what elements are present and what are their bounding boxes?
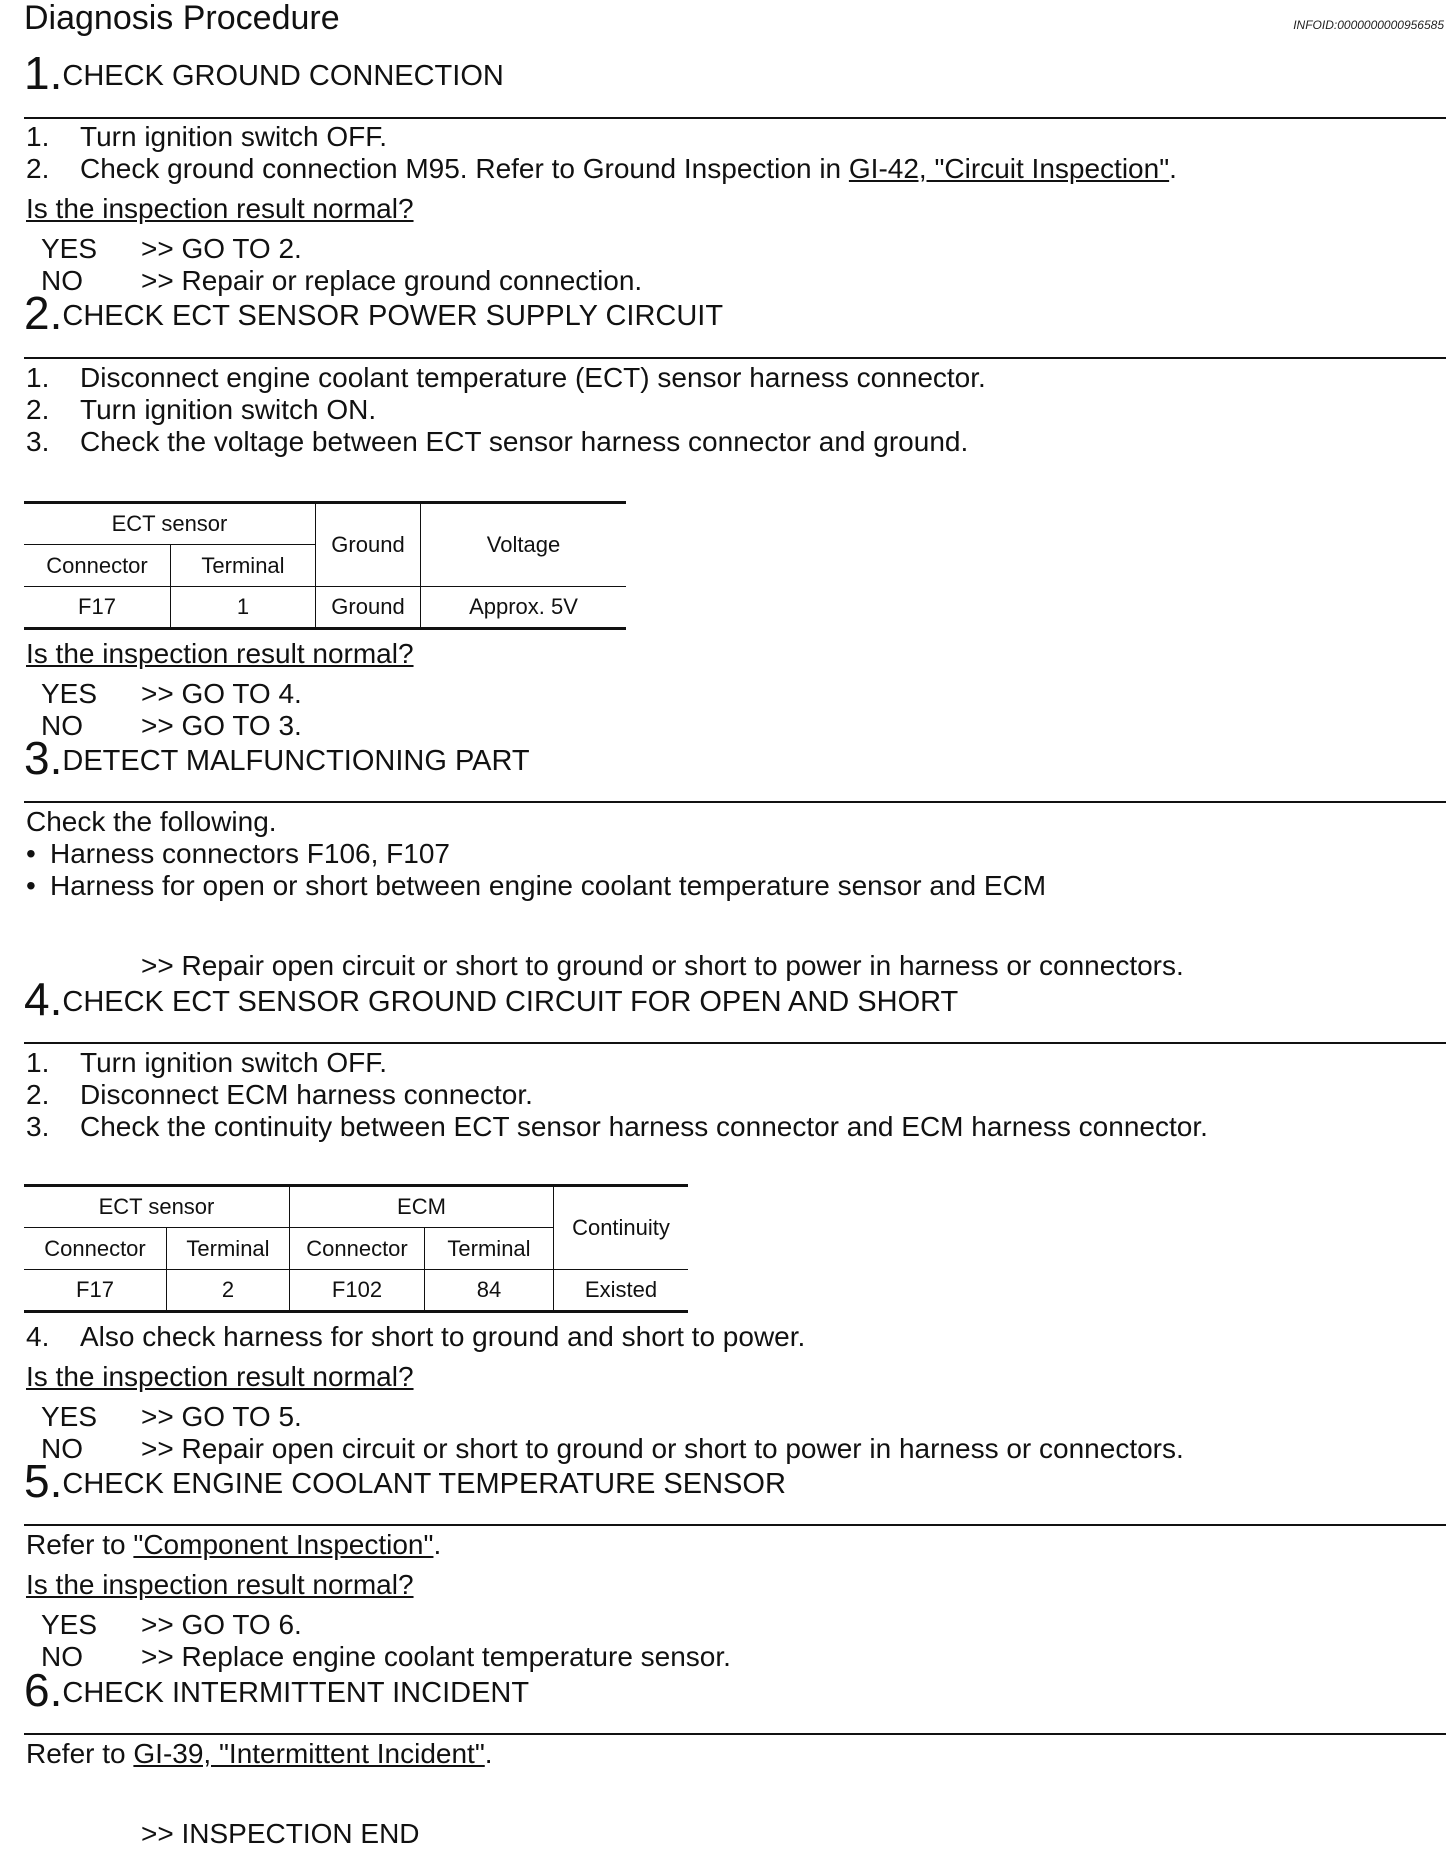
step-1-heading — [24, 47, 504, 99]
step-title: CHECK ECT SENSOR POWER SUPPLY CIRCUIT — [62, 300, 724, 332]
no-action: >> Repair open circuit or short to ground or short to power in harness or connectors. — [141, 1433, 1184, 1464]
inspection-question: Is the inspection result normal? — [26, 193, 414, 224]
no-action: >> Repair or replace ground connection. — [141, 265, 643, 296]
step-6-heading — [24, 1664, 530, 1716]
section-divider — [24, 117, 1446, 119]
text-segment: Refer to — [26, 1529, 134, 1560]
text-segment: . — [433, 1529, 442, 1560]
text-segment: . — [1169, 153, 1177, 184]
step-title: CHECK GROUND CONNECTION — [62, 60, 504, 92]
step-2-heading — [24, 287, 724, 339]
yes-action: >> GO TO 6. — [141, 1609, 302, 1640]
no-action: >> GO TO 3. — [141, 710, 302, 741]
page-title: Diagnosis Procedure — [24, 0, 340, 37]
reference-text — [26, 1529, 441, 1561]
bullet-text: Harness for open or short between engine coolant temperature sensor and ECM — [50, 870, 1047, 901]
table-cell: 84 — [425, 1270, 554, 1312]
text-segment: . — [484, 1738, 493, 1769]
list-item — [26, 121, 49, 153]
no-answer — [41, 265, 642, 297]
bullet-icon: • — [26, 870, 36, 901]
bullet-text: Harness connectors F106, F107 — [50, 838, 450, 869]
no-answer — [41, 1641, 731, 1673]
list-item-text: Turn ignition switch OFF. — [80, 1047, 388, 1078]
step-3-heading — [24, 732, 530, 784]
bullet-icon: • — [26, 838, 36, 869]
inspection-question: Is the inspection result normal? — [26, 1569, 414, 1600]
section-divider — [24, 1733, 1446, 1735]
yes-answer — [41, 233, 302, 265]
yes-action: >> GO TO 4. — [141, 678, 302, 709]
no-label: NO — [41, 1641, 83, 1672]
yes-action: >> GO TO 5. — [141, 1401, 302, 1432]
list-item-number: 2. — [26, 1079, 50, 1110]
yes-answer — [41, 1609, 302, 1641]
list-item-number: 1. — [26, 362, 50, 393]
list-item-text: Disconnect engine coolant temperature (ECT) sensor harness connector. — [80, 362, 986, 393]
no-label: NO — [41, 710, 83, 741]
list-item-number: 3. — [26, 426, 50, 457]
table-header: Terminal — [425, 1228, 554, 1270]
list-item-text: Check the continuity between ECT sensor harness connector and ECM harness connector. — [80, 1111, 1208, 1142]
no-answer — [41, 1433, 1184, 1465]
step-title: CHECK INTERMITTENT INCIDENT — [62, 1677, 530, 1709]
yes-answer — [41, 678, 302, 710]
list-item-number: 3. — [26, 1111, 50, 1142]
yes-label: YES — [41, 233, 98, 264]
table-header: Voltage — [421, 503, 627, 587]
table-cell: F17 — [24, 587, 171, 629]
no-answer — [41, 710, 302, 742]
table-header: Continuity — [554, 1186, 689, 1270]
list-item-number: 2. — [26, 153, 50, 184]
text-segment: Check ground connection M95. Refer to Ground Inspection in — [80, 153, 849, 184]
inspection-question: Is the inspection result normal? — [26, 638, 414, 669]
step-number: 4. — [24, 973, 63, 1025]
yes-answer — [41, 1401, 302, 1433]
component-inspection-link[interactable]: "Component Inspection" — [133, 1529, 434, 1560]
section-divider — [24, 801, 1446, 803]
bullet-item — [26, 838, 450, 870]
yes-label: YES — [41, 678, 98, 709]
list-item-text: Disconnect ECM harness connector. — [80, 1079, 533, 1110]
list-item-text — [80, 153, 1177, 185]
info-id: INFOID:0000000000956585 — [1293, 18, 1444, 32]
step-title: CHECK ECT SENSOR GROUND CIRCUIT FOR OPEN AND SHORT — [62, 986, 959, 1018]
yes-label: YES — [41, 1401, 98, 1432]
table-header: ECT sensor — [24, 503, 316, 545]
step-number: 3. — [24, 732, 63, 784]
table-header: Connector — [24, 1228, 167, 1270]
no-label: NO — [41, 265, 83, 296]
table-header: ECT sensor — [24, 1186, 290, 1228]
section-divider — [24, 1042, 1446, 1044]
step-number: 6. — [24, 1664, 63, 1716]
table-cell: F17 — [24, 1270, 167, 1312]
step-number: 2. — [24, 287, 63, 339]
section-divider — [24, 1524, 1446, 1526]
section-divider — [24, 357, 1446, 359]
list-item-text: Check the voltage between ECT sensor harness connector and ground. — [80, 426, 969, 457]
list-item-number: 4. — [26, 1321, 50, 1352]
table-header: ECM — [290, 1186, 554, 1228]
list-item-text: Turn ignition switch OFF. — [80, 121, 388, 152]
table-header: Terminal — [167, 1228, 290, 1270]
continuity-spec-table — [24, 1184, 688, 1313]
list-item-text: Turn ignition switch ON. — [80, 394, 377, 425]
table-row — [24, 587, 626, 629]
voltage-spec-table — [24, 501, 626, 630]
table-row — [24, 1270, 688, 1312]
table-header: Ground — [316, 503, 421, 587]
list-item-text: Also check harness for short to ground and short to power. — [80, 1321, 806, 1352]
yes-label: YES — [41, 1609, 98, 1640]
table-header: Terminal — [171, 545, 316, 587]
list-item-number: 1. — [26, 1047, 50, 1078]
table-cell: F102 — [290, 1270, 425, 1312]
step-title: CHECK ENGINE COOLANT TEMPERATURE SENSOR — [62, 1468, 786, 1500]
yes-action: >> GO TO 2. — [141, 233, 302, 264]
step-number: 1. — [24, 47, 63, 99]
step-number: 5. — [24, 1455, 63, 1507]
circuit-inspection-link[interactable]: GI-42, "Circuit Inspection" — [848, 153, 1170, 184]
table-header: Connector — [24, 545, 171, 587]
list-item-number: 2. — [26, 394, 50, 425]
table-cell: Ground — [316, 587, 421, 629]
step-5-heading — [24, 1455, 786, 1507]
text-segment: Refer to — [26, 1738, 134, 1769]
table-cell: 1 — [171, 587, 316, 629]
table-cell: 2 — [167, 1270, 290, 1312]
table-header: Connector — [290, 1228, 425, 1270]
no-action: >> Replace engine coolant temperature sensor. — [141, 1641, 731, 1672]
step-4-heading — [24, 973, 959, 1025]
reference-text — [26, 1738, 493, 1770]
table-cell: Existed — [554, 1270, 689, 1312]
table-cell: Approx. 5V — [421, 587, 627, 629]
item-number: 1. — [26, 121, 50, 152]
result-text: >> INSPECTION END — [141, 1818, 420, 1849]
inspection-question: Is the inspection result normal? — [26, 1361, 414, 1392]
no-label: NO — [41, 1433, 83, 1464]
result-text: >> Repair open circuit or short to ground or short to power in harness or connectors. — [141, 950, 1184, 981]
intermittent-incident-link[interactable]: GI-39, "Intermittent Incident" — [133, 1738, 485, 1769]
step-title: DETECT MALFUNCTIONING PART — [62, 745, 530, 777]
intro-text: Check the following. — [26, 806, 277, 837]
bullet-item — [26, 870, 1046, 902]
